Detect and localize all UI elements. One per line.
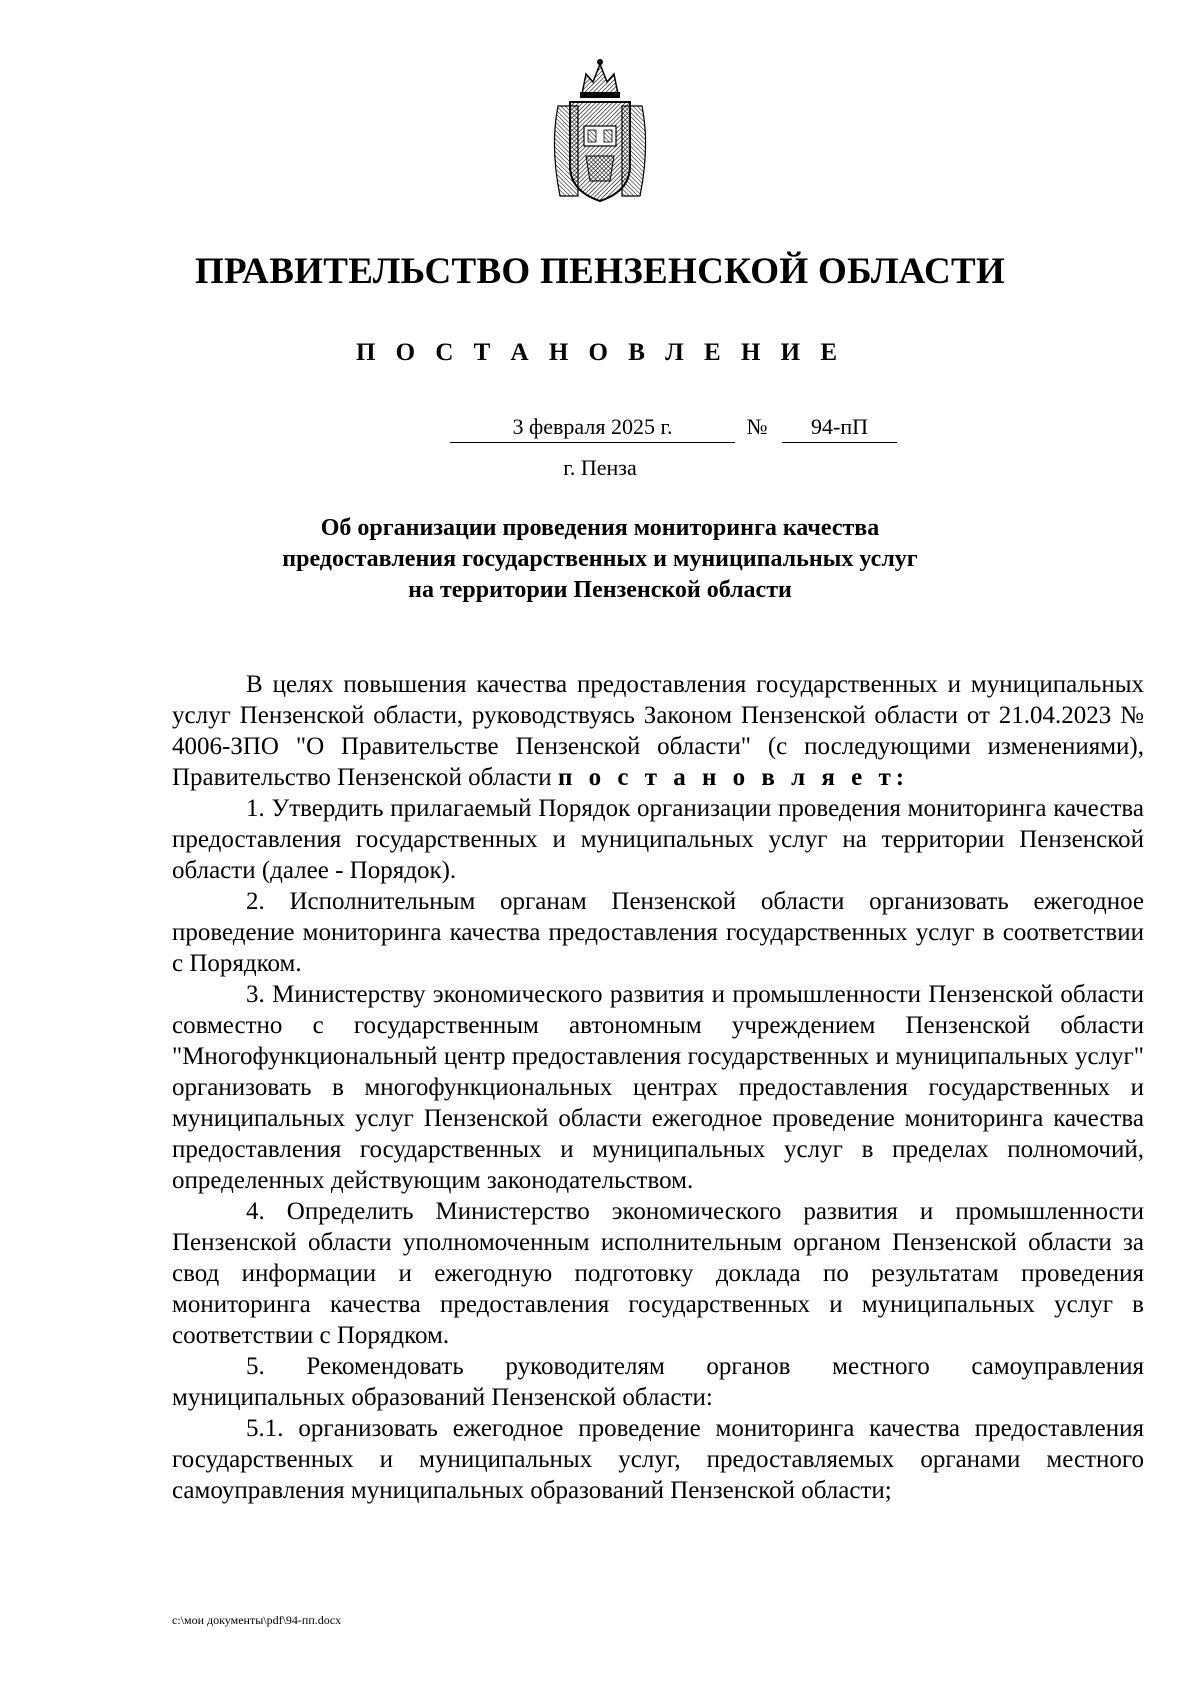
organization-title: ПРАВИТЕЛЬСТВО ПЕНЗЕНСКОЙ ОБЛАСТИ [194, 251, 1006, 292]
paragraph-1: 1. Утвердить прилагаемый Порядок организации проведения мониторинга качества предоставления государственных и муниципальных услуг на территории Пензенской области (далее - Порядок). [172, 795, 1144, 884]
number-sign: № [746, 414, 768, 439]
subject-line-2: предоставления государственных и муниципальных услуг [282, 546, 918, 572]
subject-line-3: на территории Пензенской области [408, 577, 792, 603]
file-path-footer: c:\мои документы\pdf\94-пп.docx [172, 1613, 342, 1627]
document-date: 3 февраля 2025 г. [450, 414, 735, 443]
paragraph-5-1: 5.1. организовать ежегодное проведение мониторинга качества предоставления государственных и муниципальных услуг, предоставляемых органами местного самоуправления муниципальных образований Пензенской области; [172, 1415, 1144, 1504]
paragraph-3: 3. Министерству экономического развития и промышленности Пензенской области совместно с государственным автономным учреждением Пензенской области "Многофункциональный центр предоставления государственных и муниципальных услуг" организовать в многофункциональных центрах предоставления государственных и муниципальных услуг Пензенской области ежегодное проведение мониторинга качества предоставления государственных и муниципальных услуг в пределах полномочий, определенных действующим законодательством. [172, 981, 1144, 1194]
document-subject [200, 513, 1000, 606]
date-number-line [450, 414, 890, 444]
city-label: г. Пенза [563, 455, 637, 480]
coat-of-arms-icon [540, 56, 660, 206]
preamble-text: В целях повышения качества предоставления государственных и муниципальных услуг Пензенской области, руководствуясь Законом Пензенской области от 21.04.2023 № 4006-ЗПО "О Правительстве Пензенской области" (с последующими изменениями), Правительство Пензенской области [172, 671, 1144, 791]
document-body [172, 669, 1144, 1506]
paragraph-2: 2. Исполнительным органам Пензенской области организовать ежегодное проведение мониторинга качества предоставления государственных услуг в соответствии с Порядком. [172, 888, 1144, 977]
document-number: 94-пП [782, 414, 897, 443]
subject-line-1: Об организации проведения мониторинга качества [320, 515, 880, 541]
resolves-word: п о с т а н о в л я е т: [557, 764, 910, 791]
paragraph-4: 4. Определить Министерство экономического развития и промышленности Пензенской области уполномоченным исполнительным органом Пензенской области за свод информации и ежегодную подготовку доклада по результатам проведения мониторинга качества предоставления государственных и муниципальных услуг в соответствии с Порядком. [172, 1198, 1144, 1349]
preamble-paragraph [172, 669, 1144, 793]
document-type-heading: П О С Т А Н О В Л Е Н И Е [355, 339, 845, 366]
paragraph-5: 5. Рекомендовать руководителям органов местного самоуправления муниципальных образований Пензенской области: [172, 1353, 1144, 1411]
